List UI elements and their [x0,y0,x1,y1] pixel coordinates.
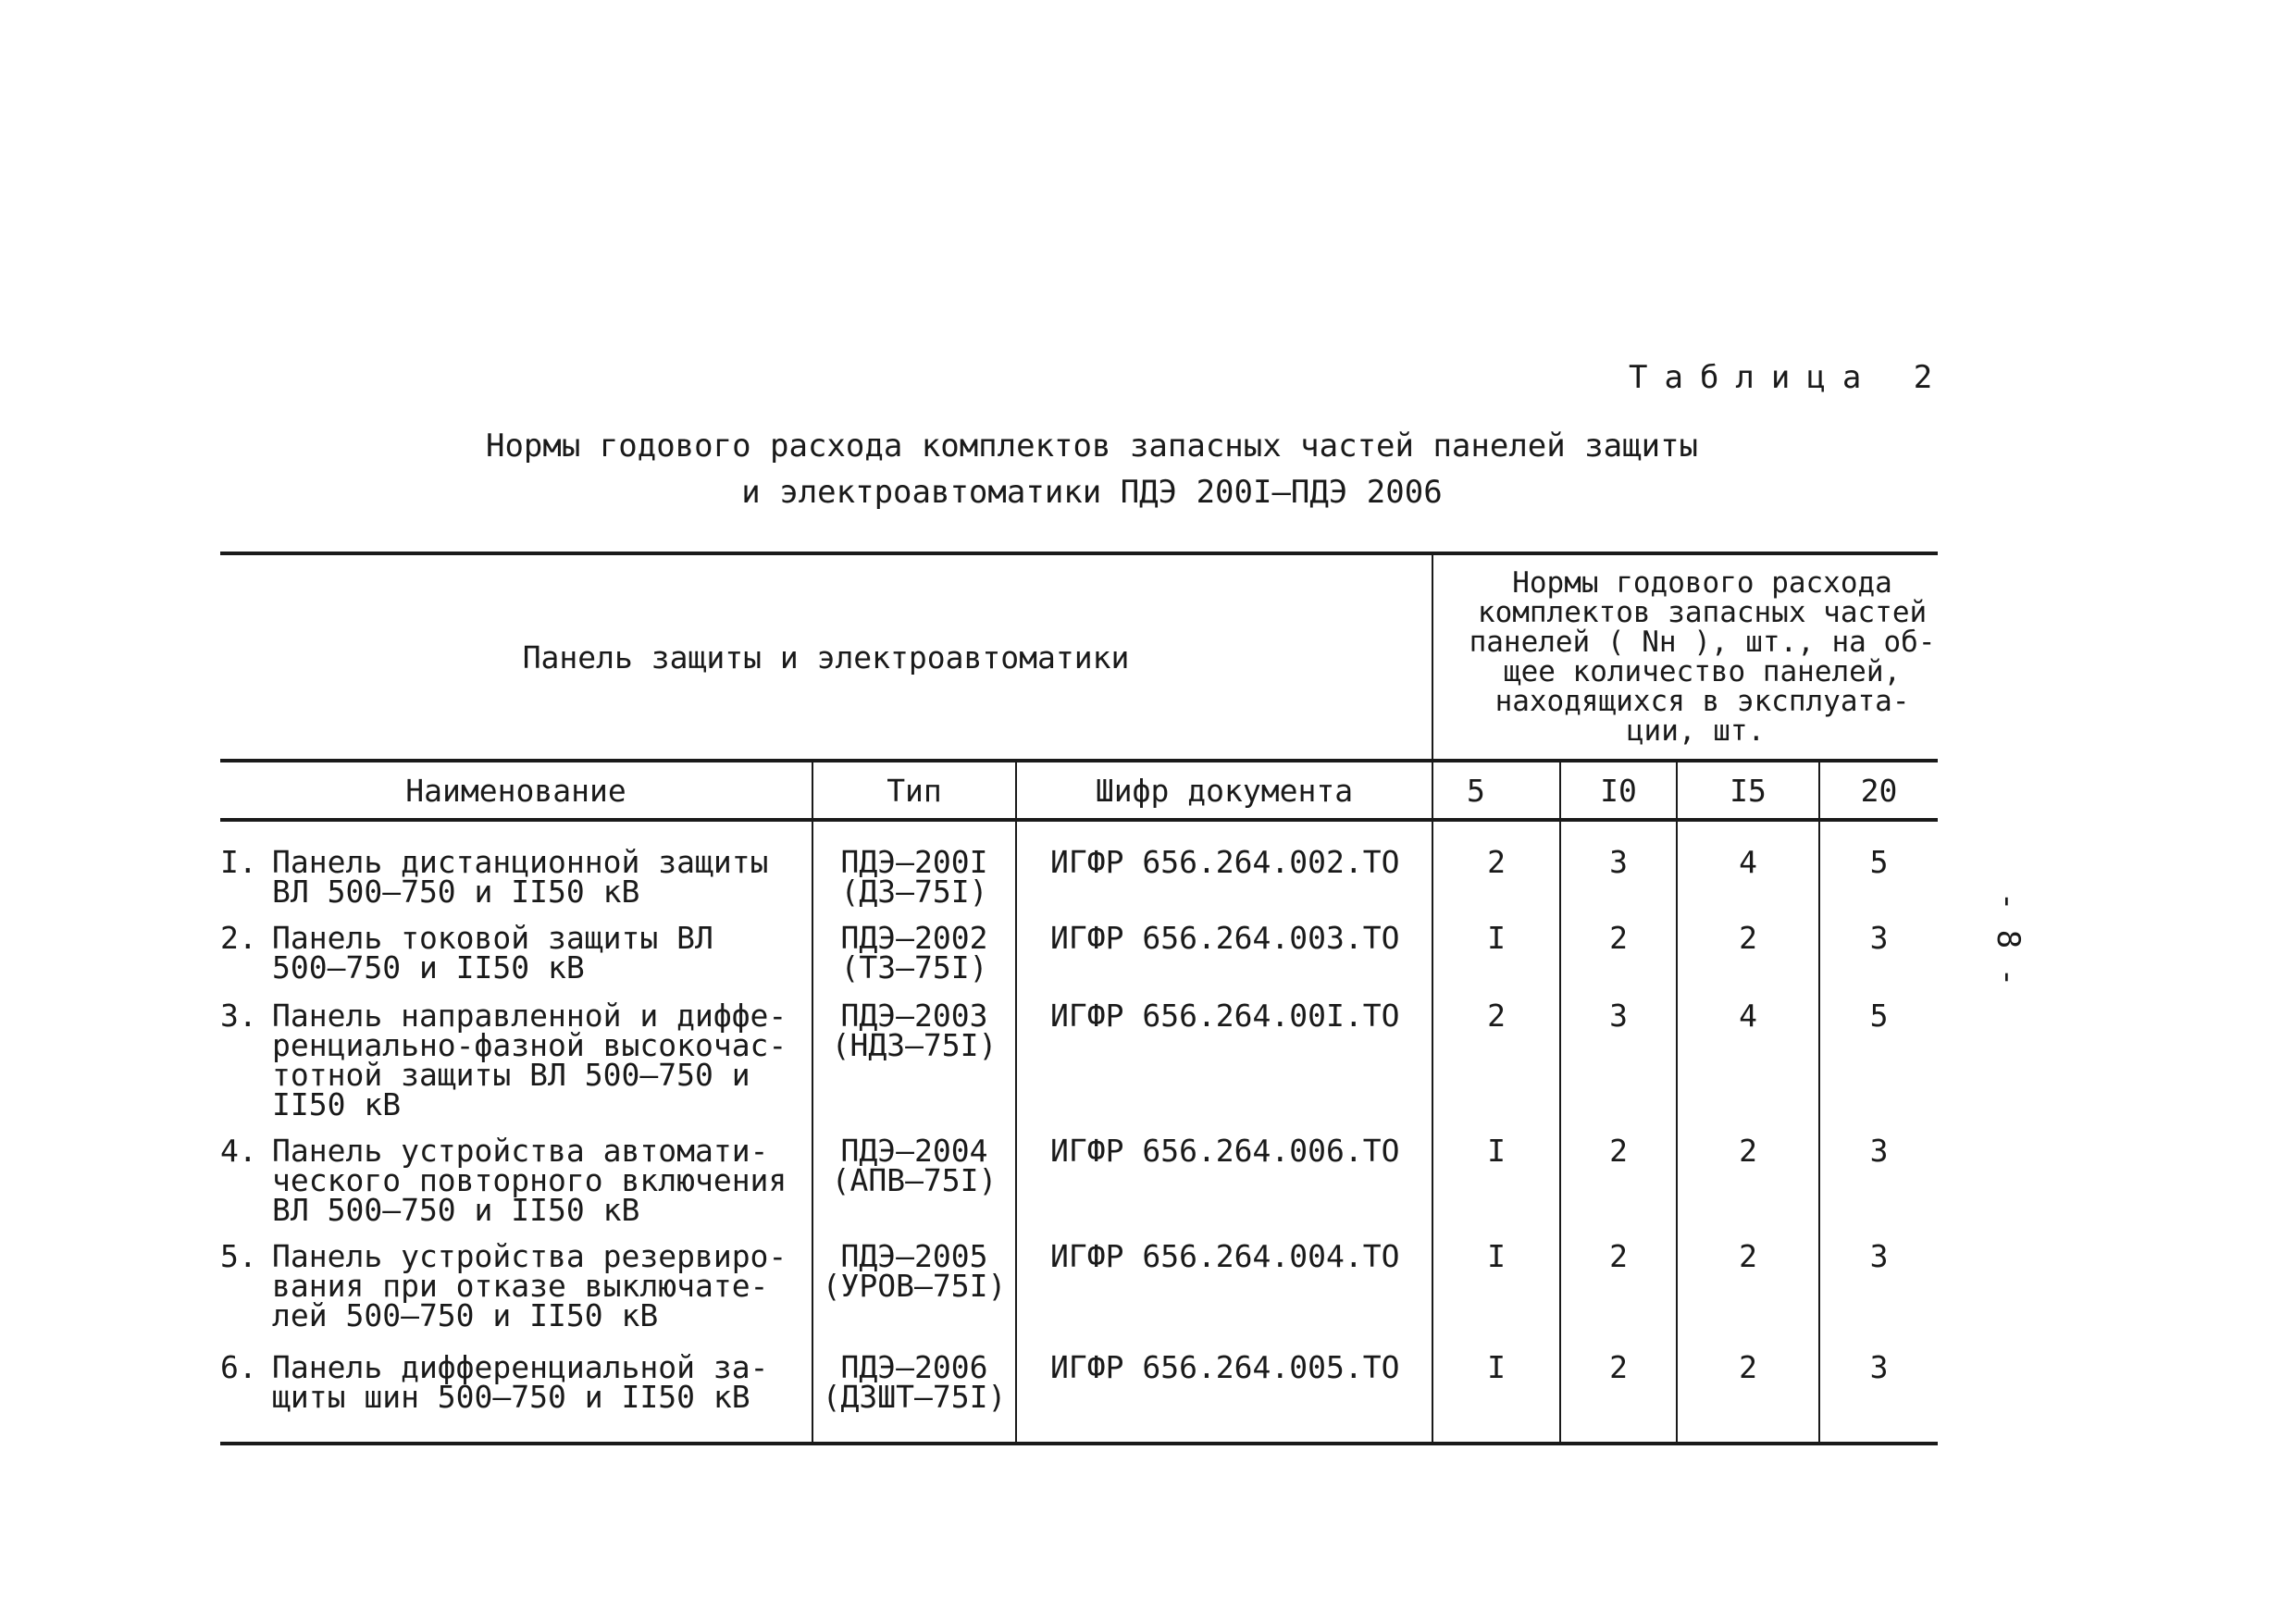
column-header-code: Шифр документа [1016,761,1432,820]
table-row [220,985,1938,1120]
row-value-10: 2 [1560,1336,1677,1444]
row-value-5: 2 [1432,820,1560,907]
norms-header-line: находящихся в эксплуата- [1494,685,1910,718]
row-name-text: Панель токовой защиты ВЛ 500–750 и II50 кВ [272,920,713,986]
norms-header-line: комплектов запасных частей [1477,596,1928,629]
row-code: ИГФР 656.264.002.ТО [1016,820,1432,907]
row-value-20: 5 [1819,985,1938,1120]
row-name-text: Панель дистанционной защиты ВЛ 500–750 и II50 кВ [272,844,769,910]
row-value-10: 3 [1560,985,1677,1120]
row-type: ПДЭ–200I (ДЗ–75I) [812,820,1016,907]
row-name-text: Панель устройства резервиро- вания при отказе выключате- лей 500–750 и II50 кВ [272,1238,787,1333]
column-header-5: 5 [1432,761,1560,820]
row-number: 4. [220,1133,257,1169]
row-number: I. [220,844,257,880]
table-row [220,820,1938,907]
row-type: ПДЭ–2005 (УРОВ–75I) [812,1225,1016,1336]
row-type: ПДЭ–2006 (ДЗШТ–75I) [812,1336,1016,1444]
row-name-text: Панель устройства автомати- ческого повторного включения ВЛ 500–750 и II50 кВ [272,1133,787,1228]
norms-header-line: ции, шт. [1626,714,1766,748]
row-number: 6. [220,1349,257,1385]
row-name [220,1225,812,1336]
column-header-name: Наименование [220,761,812,820]
row-type: ПДЭ–2003 (НДЗ–75I) [812,985,1016,1120]
row-value-10: 3 [1560,820,1677,907]
row-name [220,1120,812,1228]
row-name [220,820,812,910]
page-number [1990,884,2027,995]
table-title-line-2: и электроавтоматики ПДЭ 200I–ПДЭ 2006 [741,474,1443,511]
row-value-10: 2 [1560,1120,1677,1225]
spare-parts-norms-table [220,552,1938,1445]
row-value-15: 4 [1677,985,1819,1120]
row-value-15: 2 [1677,907,1819,985]
row-value-5: I [1432,1225,1560,1336]
row-value-5: 2 [1432,985,1560,1120]
group-header: Панель защиты и электроавтоматики [220,553,1432,761]
column-header-20: 20 [1819,761,1938,820]
row-value-15: 2 [1677,1120,1819,1225]
row-name-text: Панель направленной и диффе- ренциально-фазной высокочас- тотной защиты ВЛ 500–750 и II50 кВ [272,998,787,1122]
norms-header-line: щее количество панелей, [1503,655,1902,688]
row-value-5: I [1432,1336,1560,1444]
row-code: ИГФР 656.264.005.ТО [1016,1336,1432,1444]
row-value-20: 3 [1819,1225,1938,1336]
norms-header [1432,553,1938,761]
table-row [220,1225,1938,1336]
row-name [220,1336,812,1444]
row-code: ИГФР 656.264.00I.ТО [1016,985,1432,1120]
row-number: 5. [220,1238,257,1274]
table-title-line-1: Нормы годового расхода комплектов запасных частей панелей защиты [485,428,1699,465]
row-number: 3. [220,998,257,1034]
row-name-text: Панель дифференциальной за- щиты шин 500–750 и II50 кВ [272,1349,769,1415]
column-header-type: Тип [812,761,1016,820]
row-value-15: 4 [1677,820,1819,907]
row-code: ИГФР 656.264.003.ТО [1016,907,1432,985]
table-row [220,1336,1938,1444]
row-value-5: I [1432,907,1560,985]
row-value-10: 2 [1560,1225,1677,1336]
row-name [220,907,812,985]
row-value-5: I [1432,1120,1560,1225]
row-code: ИГФР 656.264.004.ТО [1016,1225,1432,1336]
column-header-10: I0 [1560,761,1677,820]
table-row [220,1120,1938,1225]
table-row [220,907,1938,985]
row-value-20: 3 [1819,1336,1938,1444]
norms-header-line: панелей ( Nн ), шт., на об- [1469,626,1936,659]
norms-header-line: Нормы годового расхода [1512,566,1892,600]
column-header-15: I5 [1677,761,1819,820]
row-value-20: 3 [1819,907,1938,985]
row-value-10: 2 [1560,907,1677,985]
row-value-20: 5 [1819,820,1938,907]
row-type: ПДЭ–2004 (АПВ–75I) [812,1120,1016,1225]
row-type: ПДЭ–2002 (ТЗ–75I) [812,907,1016,985]
page-number-text: - 8 - [1990,891,2027,987]
row-code: ИГФР 656.264.006.ТО [1016,1120,1432,1225]
row-value-15: 2 [1677,1336,1819,1444]
table-label: Таблица 2 [1629,359,1950,396]
row-name [220,985,812,1120]
row-value-20: 3 [1819,1120,1938,1225]
row-number: 2. [220,920,257,956]
row-value-15: 2 [1677,1225,1819,1336]
